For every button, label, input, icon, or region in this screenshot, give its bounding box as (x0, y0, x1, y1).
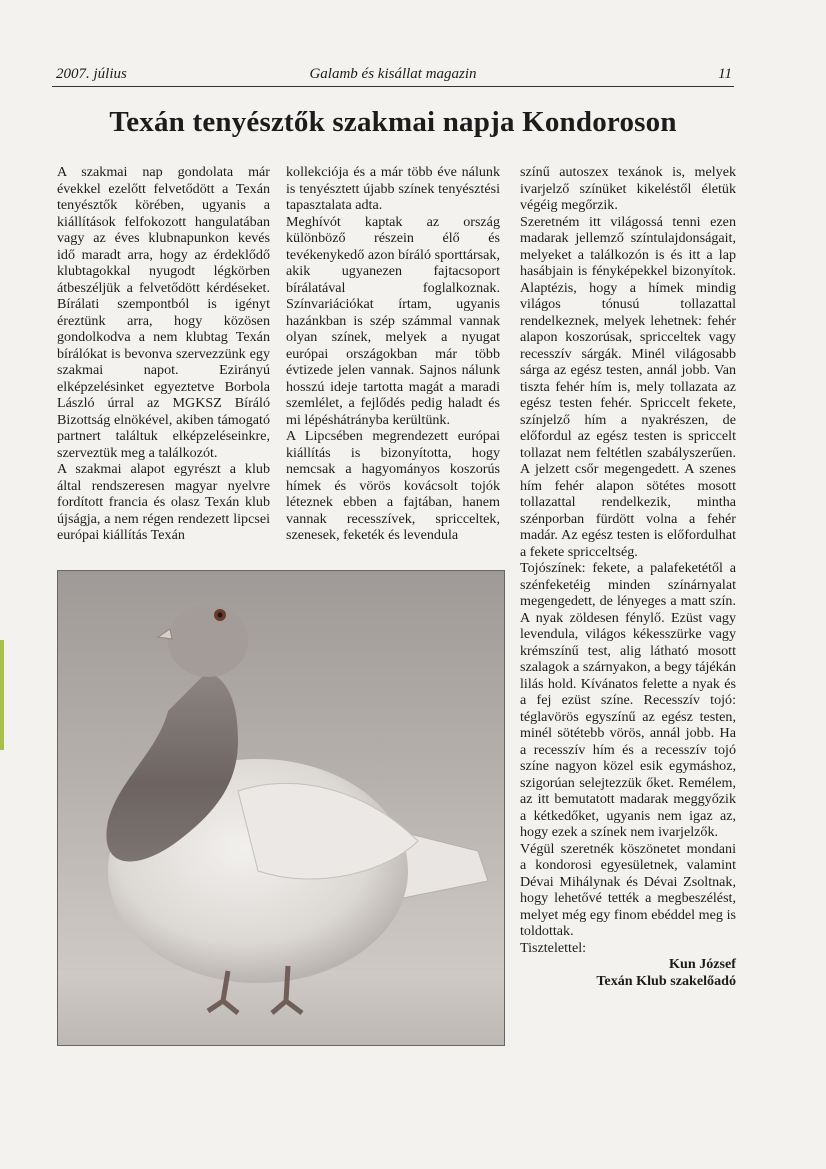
paragraph: Végül szeretnék köszönetet mondani a kondorosi egyesületnek, valamint Dévai Mihálynak és Dévai Zsoltnak, hogy lehetővé tették a megbeszélést, melyet még egy finom ebéddel meg is toldottak. (520, 840, 736, 939)
article-title: Texán tenyésztők szakmai napja Kondoroson (109, 106, 677, 138)
paragraph: A szakmai alapot egyrészt a klub által rendszeresen magyar nyelvre fordított francia és olasz Texán klub újságja, a nem régen rendezett lipcsei európai kiállítás Texán (57, 461, 270, 543)
paragraph: A Lipcsében megrendezett európai kiállítás is bizonyította, hogy nemcsak a hagyományos koszorús hímek és vörös kovácsolt tojók léteznek ebben a fajtában, hanem vannak recesszívek, spricceltek, szenesek, feketék és levendula (286, 428, 500, 543)
header-page-number: 11 (718, 66, 732, 82)
article-column-1 (57, 164, 270, 544)
article-column-2 (286, 164, 500, 544)
pigeon-photo (57, 570, 505, 1046)
paragraph: kollekciója és a már több éve nálunk is tenyésztett újabb színek tenyésztési tapasztalata adta. (286, 164, 500, 213)
pigeon-illustration (58, 571, 504, 1045)
article-column-3 (520, 164, 736, 989)
signature-name: Kun József (669, 956, 736, 972)
paragraph: Meghívót kaptak az ország különböző részein élő és tevékenykedő azon bíráló sporttársak, akik ugyanezen fajtacsoport bírálatával foglalkoznak. Színvariációkat írtam, ugyanis hazánkban is szép számmal vannak olyan színek, melyek a nyugat európai országokban már több évtizede jelen vannak. Sajnos nálunk hosszú ideje tartotta magát a maradi szemlélet, a fejlődés pedig haladt és mi lépéshátrányba kerültünk. (286, 213, 500, 428)
signature-greeting: Tisztelettel: (520, 939, 587, 956)
paragraph: Szeretném itt világossá tenni ezen madarak jellemző színtulajdonságait, melyeket a találkozón is és itt a lap hasábjain is fényképekkel bizonyítok. Alaptézis, hogy a hímek mindig világos tónusú tollazattal rendelkeznek, melyek lehetnek: fehér alapon koszorúsak, spricceltek vagy recesszív sárgák. Minél világosabb sárga az egész testen, annál jobb. Van tiszta fehér hím is, mely tollazata az egész testen fehér. Spriccelt fekete, színjelző hím a nyakrészen, de előfordul az egész testen is spriccelt tollazat nem feltétlen szabályszerűen. A jelzett csőr megengedett. A szenes hím fehér alapon sötétes mosott tollazattal rendelkezik, mintha szénporban fürdött volna a fehér madár. Az egész testen is előfordulhat a fekete spricceltség. (520, 213, 736, 560)
header-magazine-name: Galamb és kisállat magazin (309, 66, 477, 82)
header-date: 2007. július (56, 66, 127, 82)
paragraph: Tojószínek: fekete, a palafeketétől a szénfeketéig minden színárnyalat megengedett, de lényeges a matt szín. A nyak zöldesen fénylő. Ezüst vagy levendula, világos kékesszürke vagy krémszínű test, alig látható mosott szalagok a szárnyakon, a begy tájékán lilás hold. Kívánatos felette a nyak és a fej ezüst színe. Recesszív tojó: téglavörös egyszínű az egész testen, minél sötétebb vörös, annál jobb. Ha a recesszív hím és a recesszív tojó színe nagyon közel esik egymáshoz, szigorúan selejtezzük őket. Remélem, az itt bemutatott madarak meggyőzik a kétkedőket, ugyanis nem igaz az, hogy ezek a színek nem ivarjelzők. (520, 560, 736, 840)
page-edge-tab (0, 640, 4, 750)
signature-role: Texán Klub szakelőadó (596, 972, 736, 989)
paragraph: A szakmai nap gondolata már évekkel ezelőtt felvetődött a Texán tenyésztők körében, ugyanis a kiállítások felfokozott hangulatában vagy az éves klubnapunkon kevés idő maradt arra, hogy az érdeklődő klubtagokkal nyugodt légkörben átbeszéljük a felvetődött kérdéseket. Bírálati szempontból is igényt éreztünk arra, hogy közösen gondolkodva a nem klubtag Texán bírálókat is bevonva szervezzünk egy szakmai napot. Ezirányú elképzelésinket egyeztetve Borbola László úrral az MGKSZ Bíráló Bizottság elnökével, akiben támogató partnert találtuk elképzeléseinkre, szerveztük meg a találkozót. (57, 164, 270, 461)
page-header (52, 64, 734, 87)
paragraph: színű autoszex texánok is, melyek ivarjelző színüket kikeléstől életük végéig megőrzik. (520, 164, 736, 213)
